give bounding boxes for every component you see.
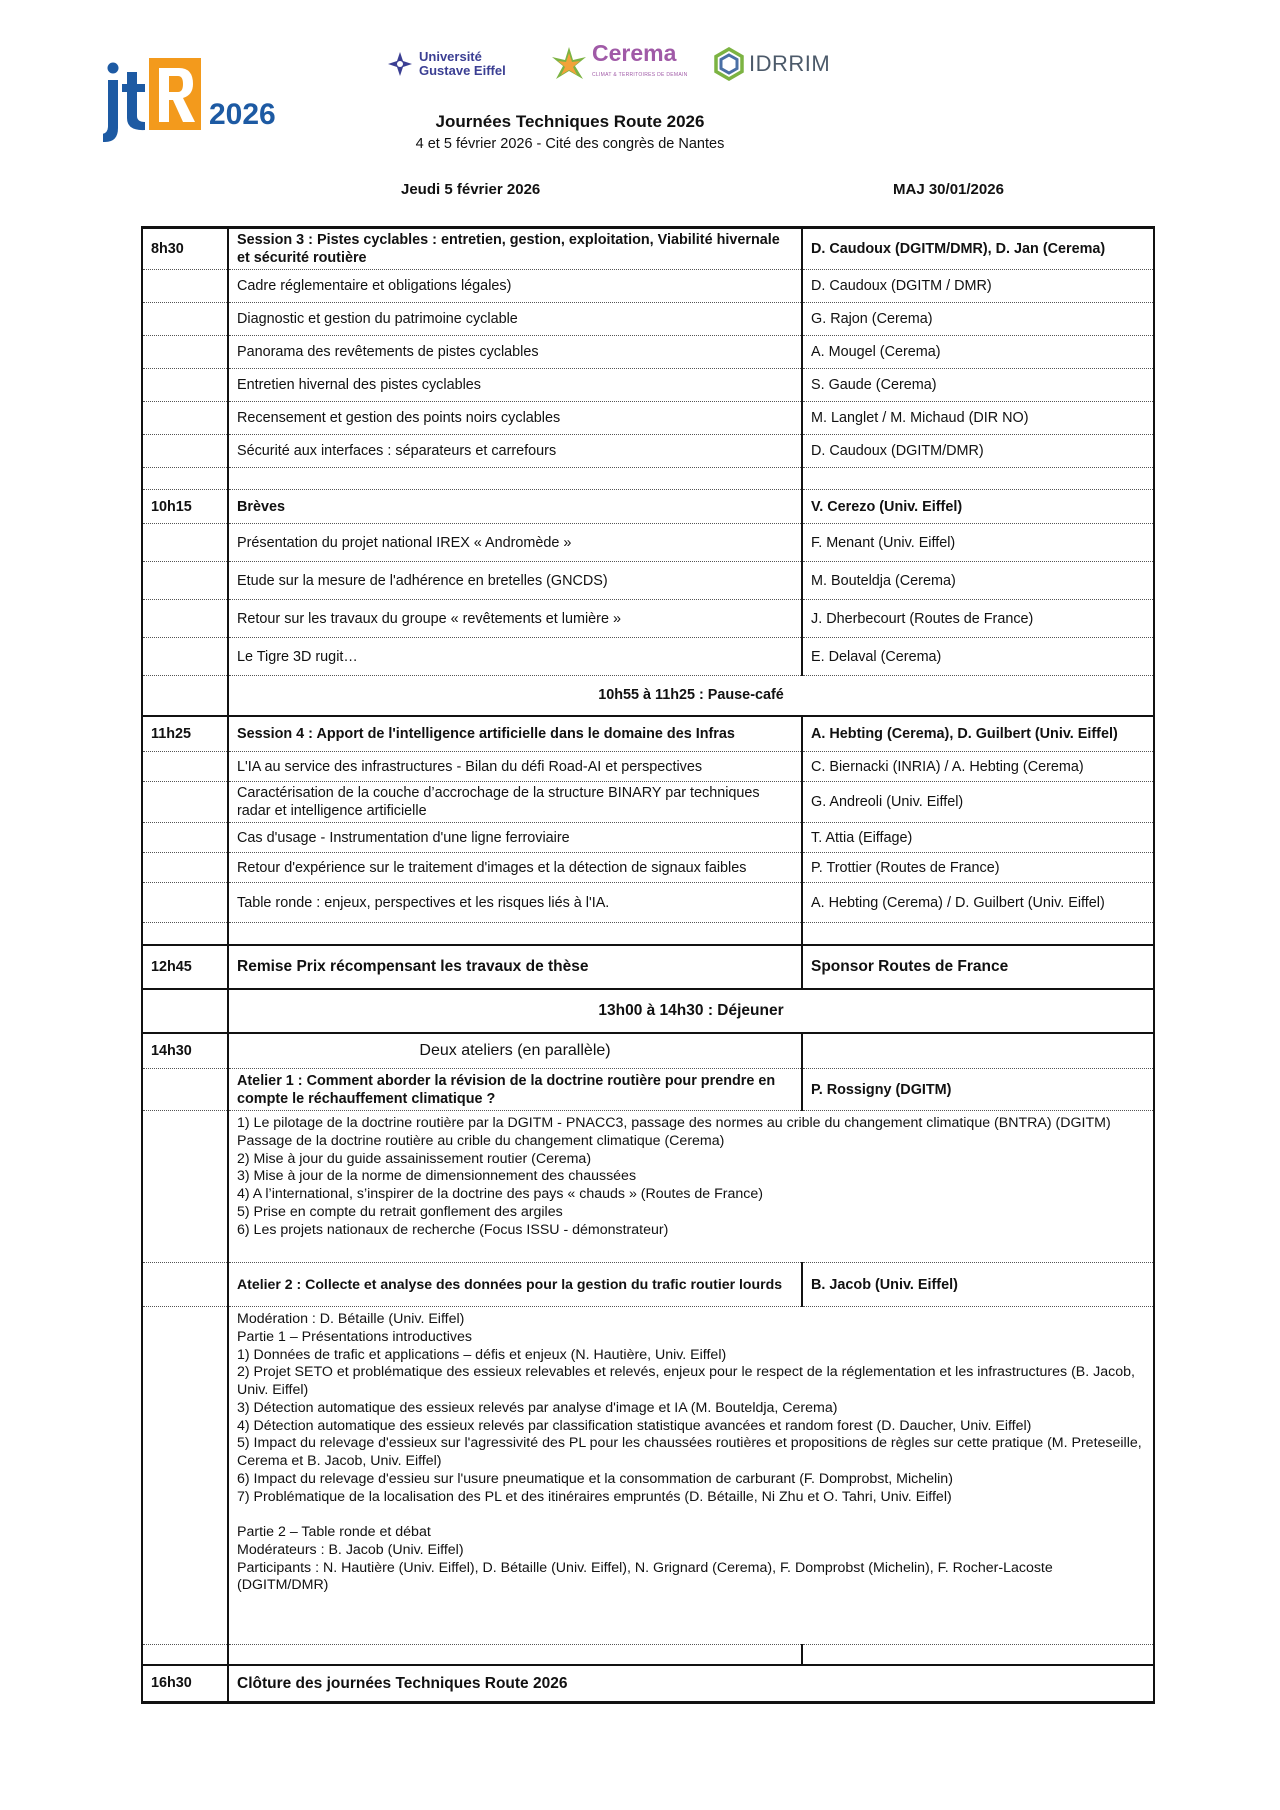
speaker-cell: E. Delaval (Cerema) — [802, 638, 1154, 676]
topic-cell: Cadre réglementaire et obligations légales) — [228, 270, 802, 303]
session-speaker: D. Caudoux (DGITM/DMR), D. Jan (Cerema) — [802, 228, 1154, 270]
table-row — [142, 1111, 1154, 1263]
topic-cell: Retour d'expérience sur le traitement d'images et la détection de signaux faibles — [228, 853, 802, 883]
uge-line1: Université — [419, 49, 482, 64]
speaker-cell: S. Gaude (Cerema) — [802, 369, 1154, 402]
workshop-1-content: 1) Le pilotage de la doctrine routière par la DGITM - PNACC3, passage des normes au crible du changement climatique (BNTRA) (DGITM) Passage de la doctrine routière au crible du changement climatique (Cerema) 2) Mise à jour du guide assainissement routier (Cerema) 3) Mise à jour de la norme de dimensionnement des chaussées 4) A l’international, s’inspirer de la doctrine des pays « chauds » (Routes de France) 5) Prise en compte du retrait gonflement des argiles 6) Les projets nationaux de recherche (Focus ISSU - démonstrateur) — [228, 1111, 1154, 1263]
table-row — [142, 1307, 1154, 1645]
speaker-cell: G. Andreoli (Univ. Eiffel) — [802, 782, 1154, 823]
speaker-cell: A. Mougel (Cerema) — [802, 336, 1154, 369]
table-row — [142, 524, 1154, 562]
table-row — [142, 402, 1154, 435]
table-row — [142, 562, 1154, 600]
time-cell: 10h15 — [142, 490, 228, 524]
speaker-cell: A. Hebting (Cerema) / D. Guilbert (Univ. Eiffel) — [802, 883, 1154, 923]
session-title: Brèves — [228, 490, 802, 524]
cerema-logo — [550, 40, 688, 84]
table-row — [142, 303, 1154, 336]
topic-cell: Recensement et gestion des points noirs cyclables — [228, 402, 802, 435]
topic-cell: L'IA au service des infrastructures - Bilan du défi Road-AI et perspectives — [228, 752, 802, 782]
cerema-tagline: CLIMAT & TERRITOIRES DE DEMAIN — [592, 72, 688, 78]
uge-logo — [387, 44, 506, 84]
logo-year: 2026 — [209, 98, 276, 131]
time-cell: 11h25 — [142, 716, 228, 752]
speaker-cell: G. Rajon (Cerema) — [802, 303, 1154, 336]
table-row — [142, 1069, 1154, 1111]
table-row — [142, 883, 1154, 923]
topic-cell: Etude sur la mesure de l'adhérence en bretelles (GNCDS) — [228, 562, 802, 600]
coffee-break: 10h55 à 11h25 : Pause-café — [228, 676, 1154, 716]
topic-cell: Sécurité aux interfaces : séparateurs et carrefours — [228, 435, 802, 468]
table-row — [142, 270, 1154, 303]
table-row — [142, 752, 1154, 782]
topic-cell: Entretien hivernal des pistes cyclables — [228, 369, 802, 402]
spacer-row — [142, 468, 1154, 490]
time-cell: 16h30 — [142, 1665, 228, 1703]
idrrim-name: IDRRIM — [749, 51, 831, 76]
topic-cell: Retour sur les travaux du groupe « revêtements et lumière » — [228, 600, 802, 638]
speaker-cell: J. Dherbecourt (Routes de France) — [802, 600, 1154, 638]
table-row — [142, 336, 1154, 369]
spacer-row — [142, 923, 1154, 945]
speaker-cell: M. Langlet / M. Michaud (DIR NO) — [802, 402, 1154, 435]
table-row — [142, 823, 1154, 853]
topic-cell: Le Tigre 3D rugit… — [228, 638, 802, 676]
speaker-cell: F. Menant (Univ. Eiffel) — [802, 524, 1154, 562]
uge-star-icon — [387, 51, 413, 77]
workshop-1-title: Atelier 1 : Comment aborder la révision de la doctrine routière pour prendre en compte le réchauffement climatique ? — [228, 1069, 802, 1111]
break-row — [142, 989, 1154, 1033]
table-row — [142, 435, 1154, 468]
program-table — [141, 226, 1155, 1704]
time-cell: 14h30 — [142, 1033, 228, 1069]
cerema-leaf-icon — [550, 45, 588, 83]
uge-line2: Gustave Eiffel — [419, 63, 506, 78]
workshop-1-speaker: P. Rossigny (DGITM) — [802, 1069, 1154, 1111]
session-speaker: V. Cerezo (Univ. Eiffel) — [802, 490, 1154, 524]
event-subtitle: 4 et 5 février 2026 - Cité des congrès de Nantes — [415, 136, 725, 152]
speaker-cell: M. Bouteldja (Cerema) — [802, 562, 1154, 600]
session-title: Remise Prix récompensant les travaux de thèse — [228, 945, 802, 989]
table-row — [142, 1033, 1154, 1069]
topic-cell: Panorama des revêtements de pistes cyclables — [228, 336, 802, 369]
topic-cell: Caractérisation de la couche d’accrochage de la structure BINARY par techniques radar et intelligence artificielle — [228, 782, 802, 823]
time-cell: 8h30 — [142, 228, 228, 270]
cerema-name: Cerema — [592, 40, 677, 66]
time-cell: 12h45 — [142, 945, 228, 989]
table-row — [142, 638, 1154, 676]
workshop-2-speaker: B. Jacob (Univ. Eiffel) — [802, 1263, 1154, 1307]
update-date: MAJ 30/01/2026 — [893, 181, 1004, 198]
day-label: Jeudi 5 février 2026 — [401, 181, 541, 198]
speaker-cell: P. Trottier (Routes de France) — [802, 853, 1154, 883]
workshop-2-content: Modération : D. Bétaille (Univ. Eiffel) Partie 1 – Présentations introductives 1) Données de trafic et applications – défis et enjeux (N. Hautière, Univ. Eiffel) 2) Projet SETO et problématique des essieux relevables et relevés, enjeux pour le respect de la réglementation et les infrastructures (B. Jacob, Univ. Eiffel) 3) Détection automatique des essieux relevés par analyse d'image et IA (M. Bouteldja, Cerema) 4) Détection automatique des essieux relevés par classification statistique avancées et random forest (D. Daucher, Univ. Eiffel) 5) Impact du relevage d'essieux sur l'agressivité des PL pour les chaussées routières et propositions de règles sur cette pratique (M. Preteseille, Cerema et B. Jacob, Univ. Eiffel) 6) Impact du relevage d'essieu sur l'usure pneumatique et la consommation de carburant (F. Domprobst, Michelin) 7) Problématique de la localisation des PL et des itinéraires empruntés (D. Bétaille, Ni Zhu et O. Tahri, Univ. Eiffel) Partie 2 – Table ronde et débat Modérateurs : B. Jacob (Univ. Eiffel) Participants : N. Hautière (Univ. Eiffel), D. Bétaille (Univ. Eiffel), N. Grignard (Cerema), F. Domprobst (Michelin), F. Rocher-Lacoste (DGITM/DMR) — [228, 1307, 1154, 1645]
table-row — [142, 716, 1154, 752]
table-row — [142, 1263, 1154, 1307]
table-row — [142, 600, 1154, 638]
session-title: Session 4 : Apport de l'intelligence artificielle dans le domaine des Infras — [228, 716, 802, 752]
speaker-cell: C. Biernacki (INRIA) / A. Hebting (Cerema) — [802, 752, 1154, 782]
break-row — [142, 676, 1154, 716]
session-speaker: A. Hebting (Cerema), D. Guilbert (Univ. Eiffel) — [802, 716, 1154, 752]
session-speaker: Sponsor Routes de France — [802, 945, 1154, 989]
topic-cell: Cas d'usage - Instrumentation d'une ligne ferroviaire — [228, 823, 802, 853]
speaker-cell: D. Caudoux (DGITM/DMR) — [802, 435, 1154, 468]
table-row — [142, 228, 1154, 270]
lunch-break: 13h00 à 14h30 : Déjeuner — [228, 989, 1154, 1033]
event-title: Journées Techniques Route 2026 — [435, 112, 705, 131]
session-title: Session 3 : Pistes cyclables : entretien, gestion, exploitation, Viabilité hivernale et sécurité routière — [228, 228, 802, 270]
closing-title: Clôture des journées Techniques Route 2026 — [228, 1665, 802, 1703]
table-row — [142, 853, 1154, 883]
table-row — [142, 490, 1154, 524]
workshops-title: Deux ateliers (en parallèle) — [228, 1033, 802, 1069]
idrrim-hexagon-icon — [712, 47, 746, 81]
idrrim-logo — [712, 44, 830, 84]
table-row — [142, 369, 1154, 402]
table-row — [142, 782, 1154, 823]
workshop-2-title: Atelier 2 : Collecte et analyse des données pour la gestion du trafic routier lourds — [228, 1263, 802, 1307]
speaker-cell: T. Attia (Eiffage) — [802, 823, 1154, 853]
spacer-row — [142, 1645, 1154, 1665]
table-row — [142, 945, 1154, 989]
topic-cell: Table ronde : enjeux, perspectives et les risques liés à l'IA. — [228, 883, 802, 923]
topic-cell: Diagnostic et gestion du patrimoine cyclable — [228, 303, 802, 336]
topic-cell: Présentation du projet national IREX « Andromède » — [228, 524, 802, 562]
table-row — [142, 1665, 1154, 1703]
speaker-cell: D. Caudoux (DGITM / DMR) — [802, 270, 1154, 303]
